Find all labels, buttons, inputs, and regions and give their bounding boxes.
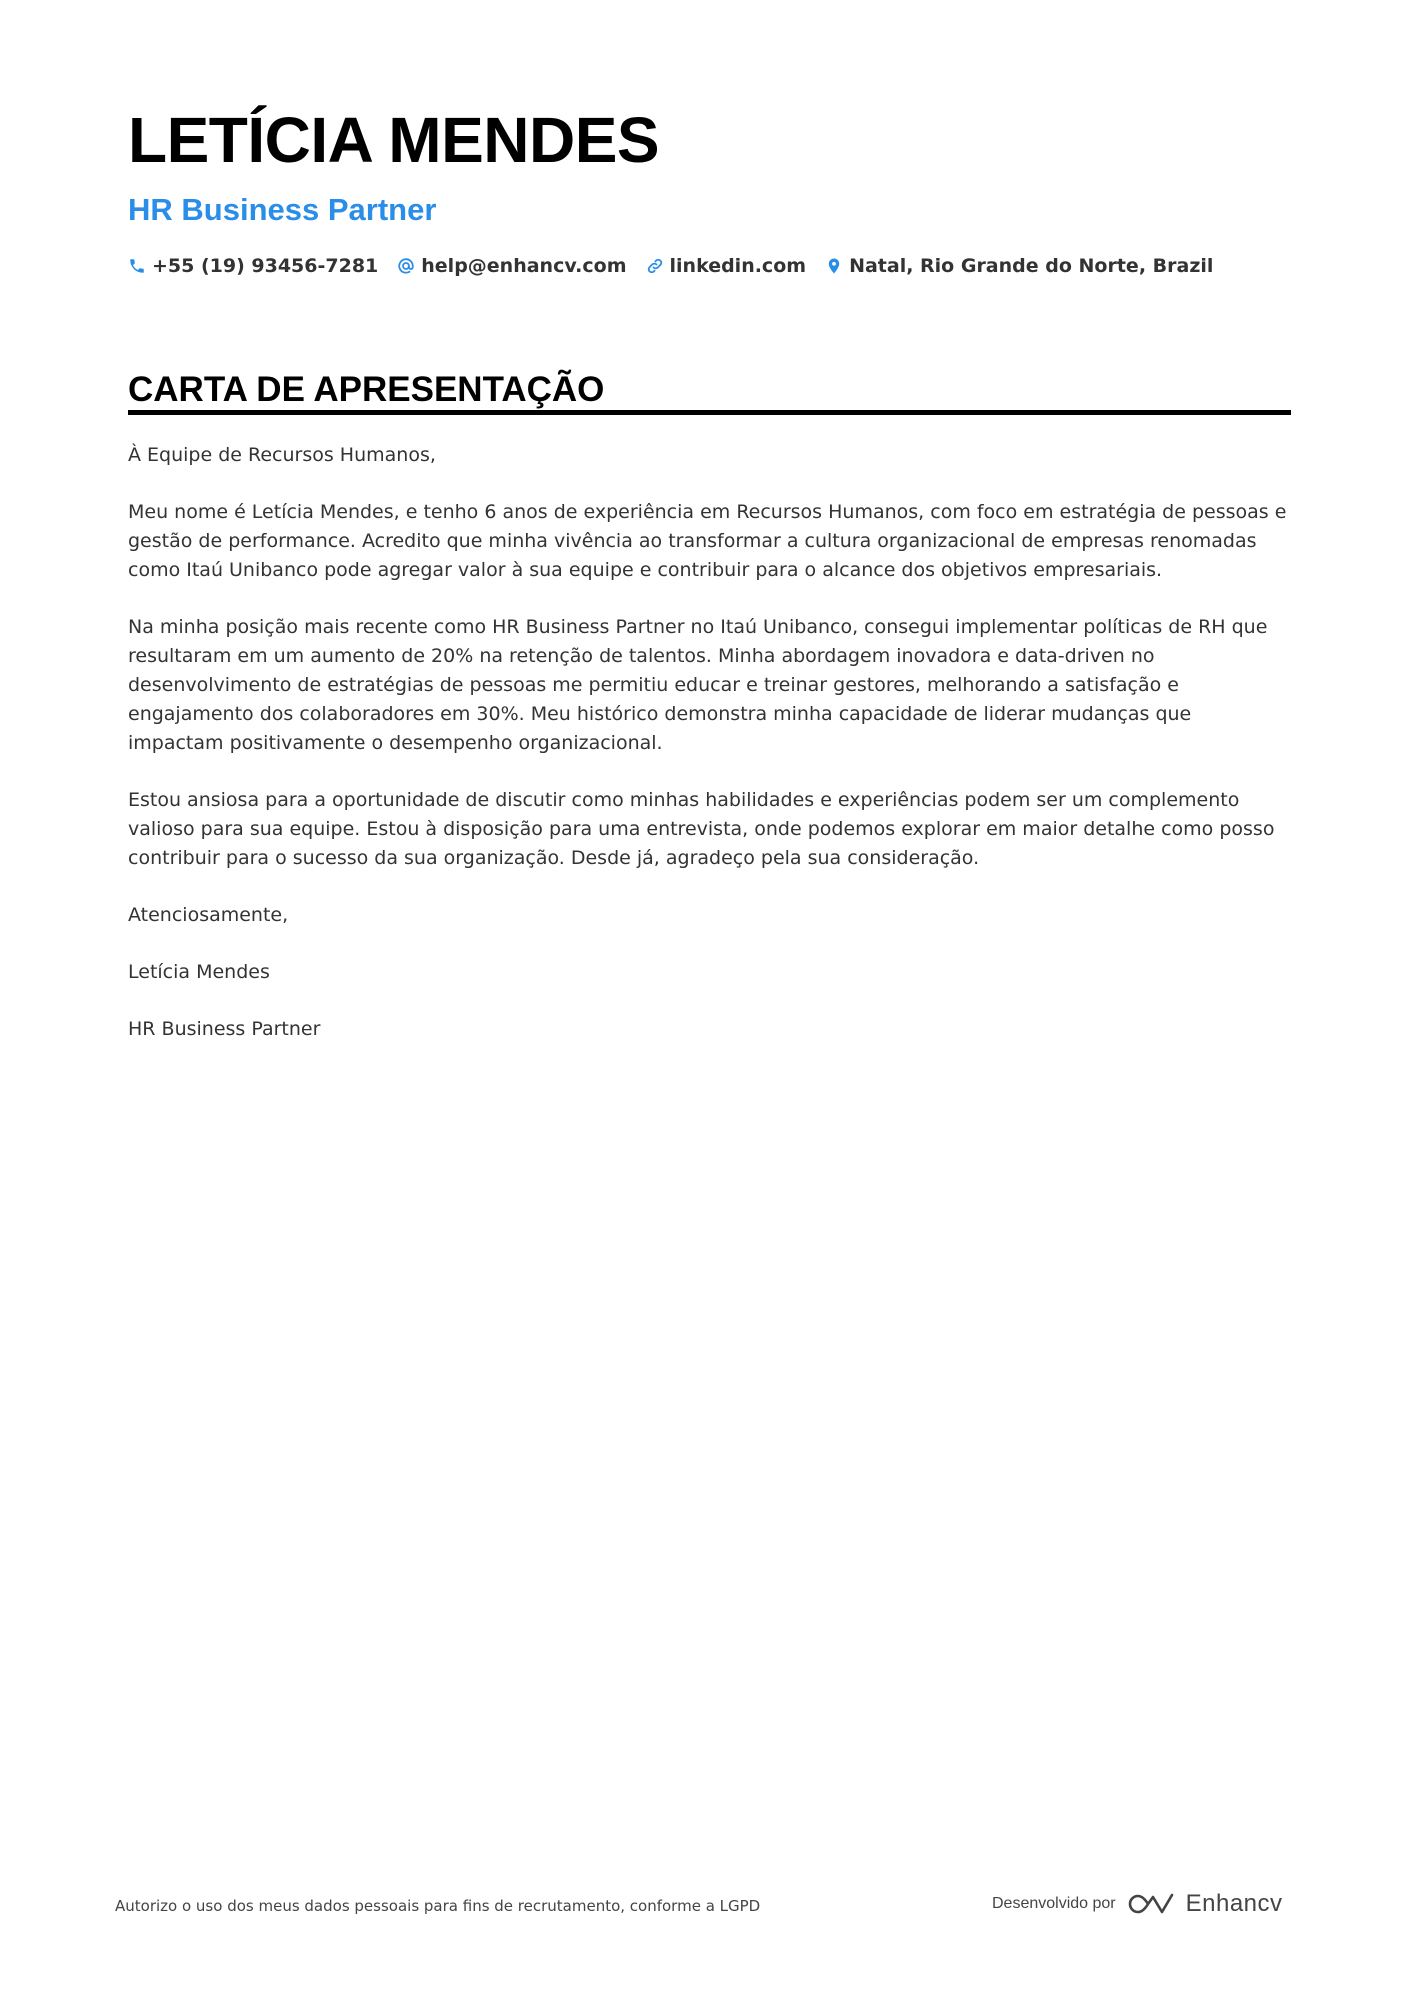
candidate-name: LETÍCIA MENDES <box>128 104 660 176</box>
letter-paragraph: Estou ansiosa para a oportunidade de discutir como minhas habilidades e experiências podem ser um complemento valioso para sua equipe. Estou à disposição para uma entrevista, onde podemos explorar em maior detalhe como posso contribuir para o sucesso da sua organização. Desde já, agradeço pela sua consideração. <box>128 789 1275 869</box>
at-icon <box>397 257 415 275</box>
footer-branding[interactable] <box>992 1890 1283 1918</box>
letter-body <box>128 441 1291 1072</box>
map-pin-icon <box>825 257 843 275</box>
contact-linkedin[interactable] <box>646 255 807 277</box>
contact-email-text: help@enhancv.com <box>421 255 627 277</box>
contact-linkedin-text: linkedin.com <box>669 255 807 277</box>
section-divider <box>128 410 1291 415</box>
section-title: CARTA DE APRESENTAÇÃO <box>128 370 605 409</box>
enhancv-logo-icon <box>1128 1891 1176 1917</box>
signature-title: HR Business Partner <box>128 1018 321 1040</box>
job-title: HR Business Partner <box>128 192 437 227</box>
letter-closing: Atenciosamente, <box>128 904 289 926</box>
brand-name: Enhancv <box>1185 1890 1283 1917</box>
letter-salutation: À Equipe de Recursos Humanos, <box>128 444 436 466</box>
signature-name: Letícia Mendes <box>128 961 270 983</box>
phone-icon <box>128 257 146 275</box>
contact-bar <box>128 255 1232 277</box>
letter-paragraph: Na minha posição mais recente como HR Business Partner no Itaú Unibanco, consegui implementar políticas de RH que resultaram em um aumento de 20% na retenção de talentos. Minha abordagem inovadora e data-driven no desenvolvimento de estratégias de pessoas me permitiu educar e treinar gestores, melhorando a satisfação e engajamento dos colaboradores em 30%. Meu histórico demonstra minha capacidade de liderar mudanças que impactam positivamente o desempenho organizacional. <box>128 616 1268 754</box>
letter-paragraph: Meu nome é Letícia Mendes, e tenho 6 anos de experiência em Recursos Humanos, com foco em estratégia de pessoas e gestão de performance. Acredito que minha vivência ao transformar a cultura organizacional de empresas renomadas como Itaú Unibanco pode agregar valor à sua equipe e contribuir para o alcance dos objetivos empresariais. <box>128 501 1287 581</box>
link-icon <box>646 257 664 275</box>
contact-phone[interactable] <box>128 255 378 277</box>
contact-email[interactable] <box>397 255 626 277</box>
powered-by-label: Desenvolvido por <box>992 1895 1116 1912</box>
contact-phone-text: +55 (19) 93456-7281 <box>152 255 379 277</box>
footer-consent: Autorizo o uso dos meus dados pessoais para fins de recrutamento, conforme a LGPD <box>115 1897 761 1915</box>
contact-location <box>825 255 1213 277</box>
contact-location-text: Natal, Rio Grande do Norte, Brazil <box>849 255 1214 277</box>
